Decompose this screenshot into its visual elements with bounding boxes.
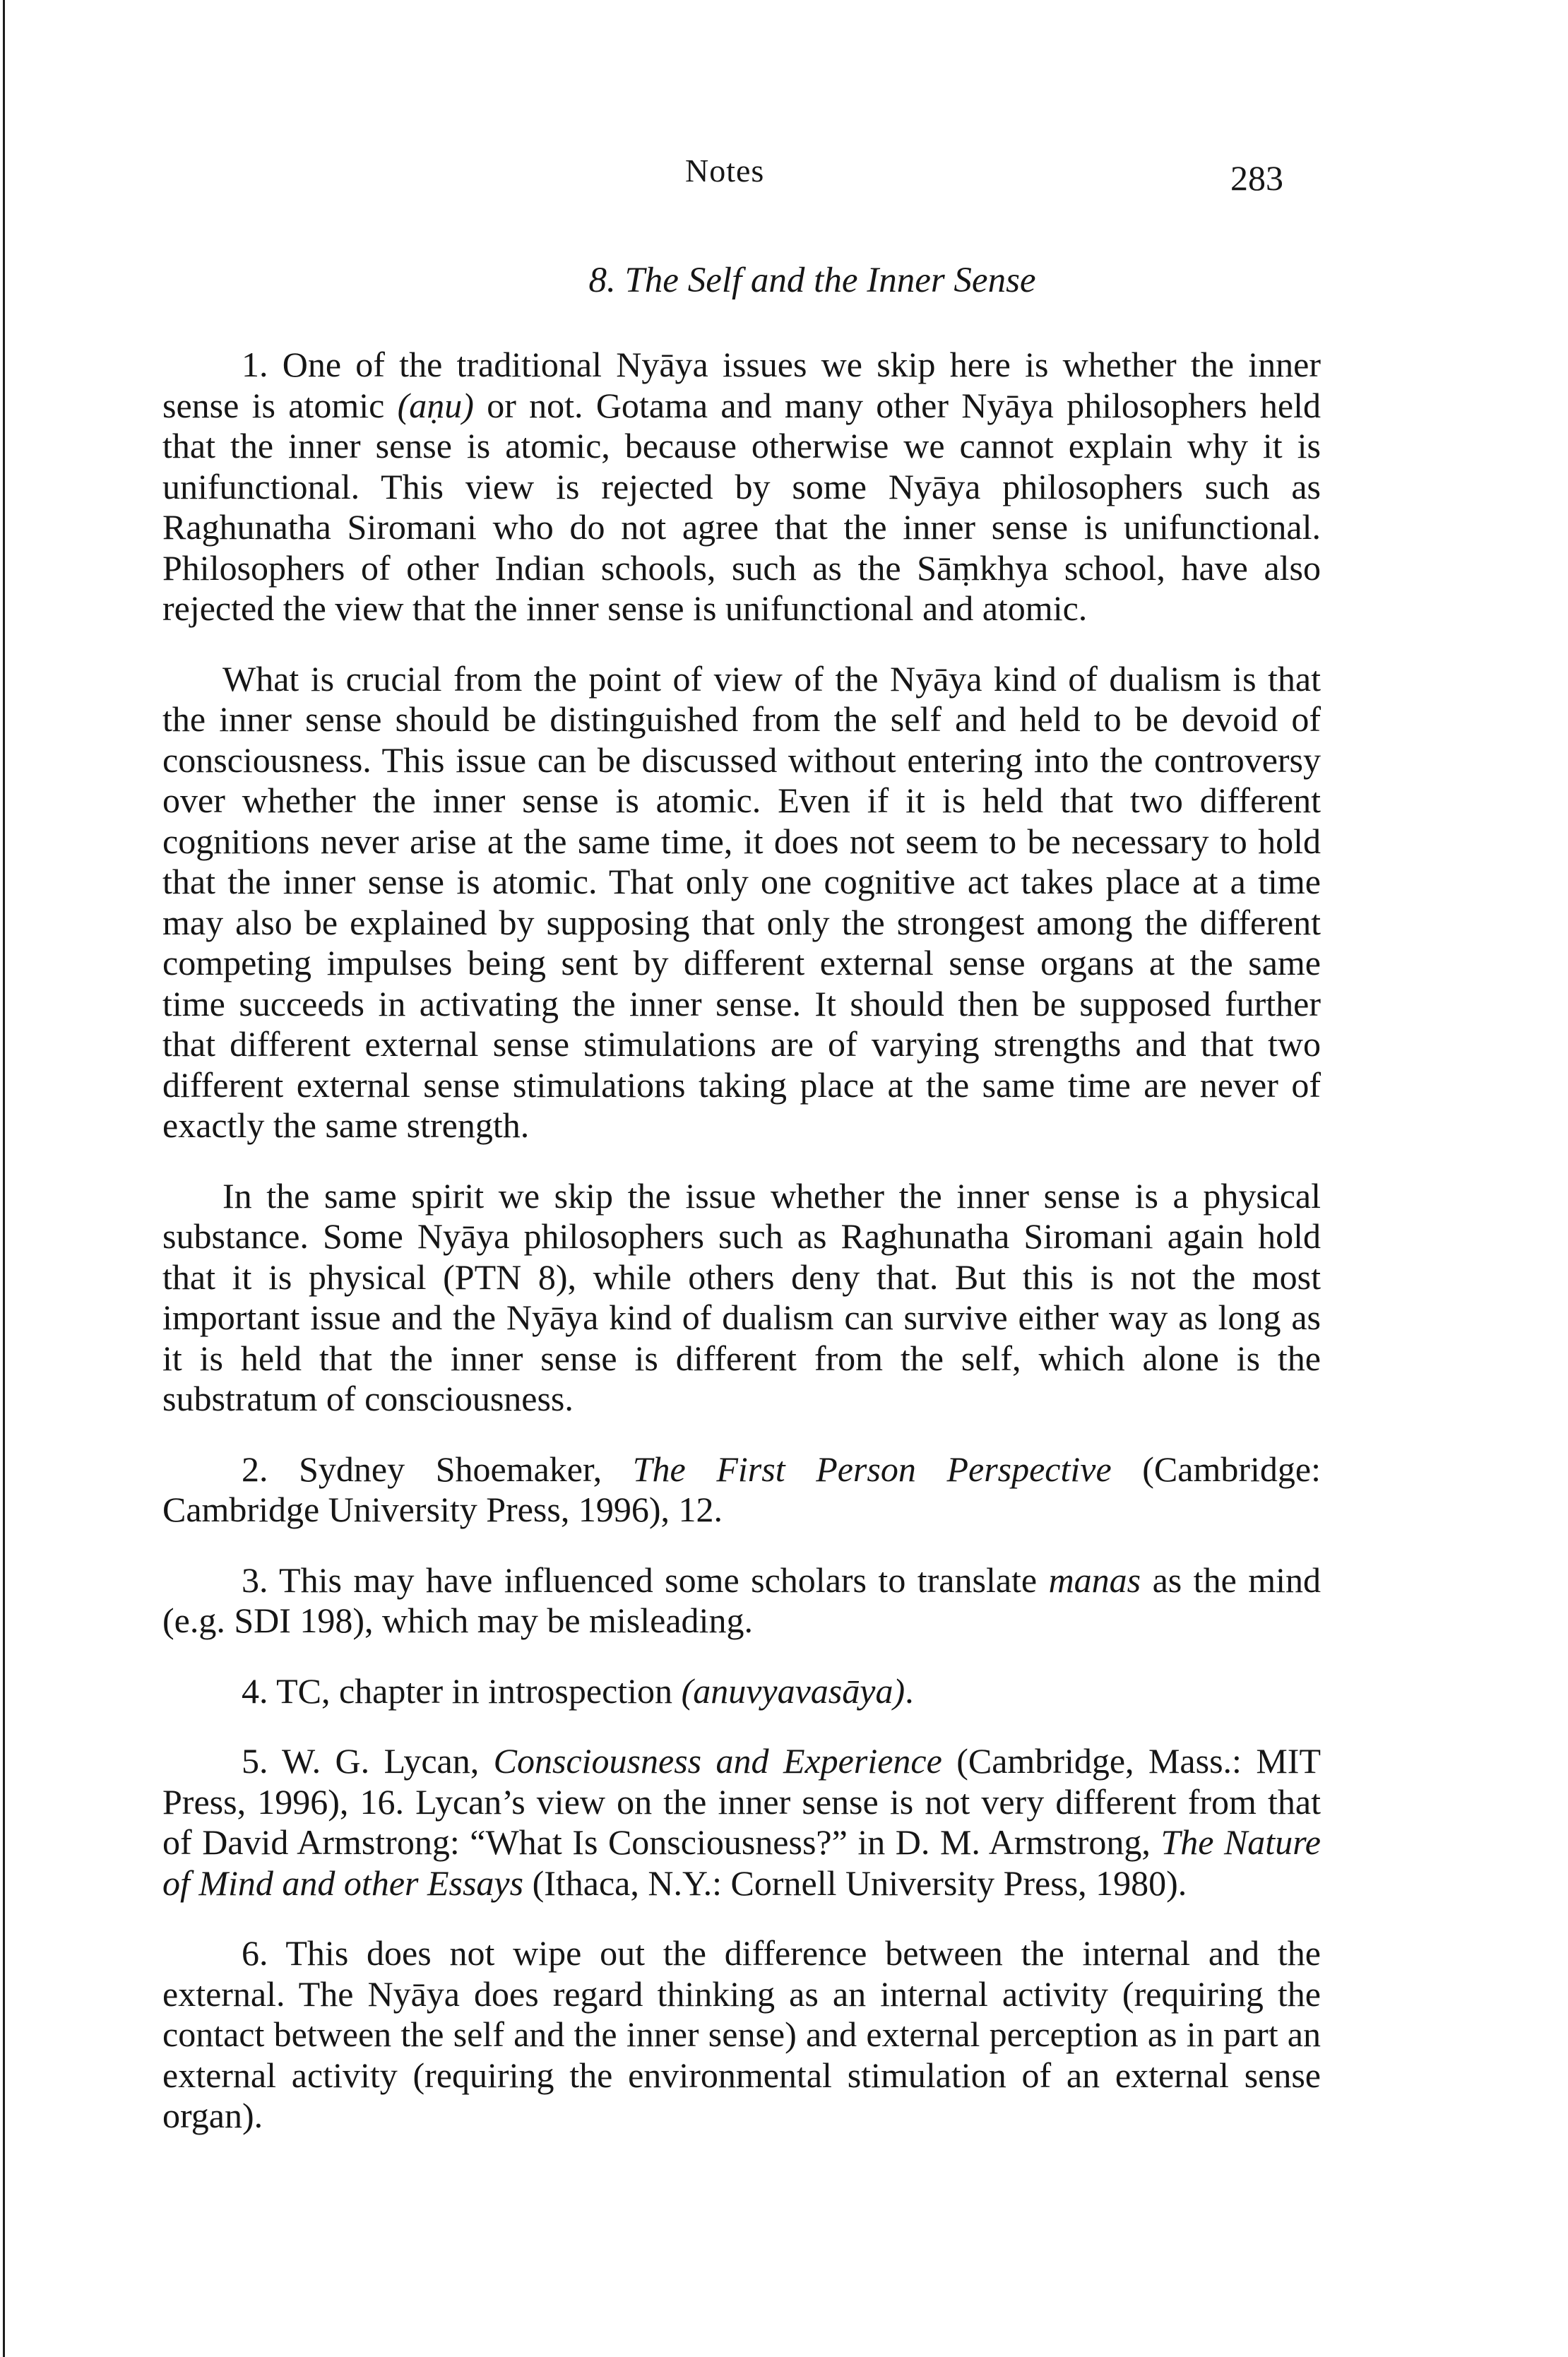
note-4: 4. TC, chapter in introspection (anuvyavasāya). xyxy=(242,1670,914,1711)
scan-edge-line xyxy=(3,0,5,2357)
note-1-continuation-physical-substance: In the same spirit we skip the issue whether the inner sense is a physical substance. Some Nyāya philosophers such as Raghunatha Siromani again hold that it is physical (PTN 8), while others deny that. But this is not the most important issue and the Nyāya kind of dualism can survive either way as long as it is held that the inner sense is different from the self, which alone is the substratum of consciousness. xyxy=(162,1175,1321,1418)
running-head xyxy=(0,145,1568,201)
notes-body xyxy=(162,345,1321,2166)
chapter-title: 8. The Self and the Inner Sense xyxy=(588,261,1036,300)
running-title: Notes xyxy=(685,153,765,189)
note-6: 6. This does not wipe out the difference between the internal and the external. The Nyāya does regard thinking as an internal activity (requiring the contact between the self and the inner sense) and external perception as in part an external activity (requiring the environmental stimulation of an external sense organ). xyxy=(162,1933,1321,2135)
note-1-continuation-consciousness: What is crucial from the point of view of the Nyāya kind of dualism is that the inner sense should be distinguished from the self and held to be devoid of consciousness. This issue can be discussed without entering into the controversy over whether the inner sense is atomic. Even if it is held that two different cognitions never arise at the same time, it does not seem to be necessary to hold that the inner sense is atomic. That only one cognitive act takes place at a time may also be explained by supposing that only the strongest among the different competing impulses being sent by different external sense organs at the same time succeeds in activating the inner sense. It should then be supposed further that different external sense stimulations are of varying strengths and that two different external sense stimulations taking place at the same time are never of exactly the same strength. xyxy=(162,658,1321,1145)
page-number: 283 xyxy=(1230,158,1283,198)
note-5: 5. W. G. Lycan, Consciousness and Experience (Cambridge, Mass.: MIT Press, 1996), 16. Lycan’s view on the inner sense is not very different from that of David Armstrong: “What Is Consciousness?” in D. M. Armstrong, The Nature of Mind and other Essays (Ithaca, N.Y.: Cornell University Press, 1980). xyxy=(162,1741,1321,1903)
note-3: 3. This may have influenced some scholars to translate manas as the mind (e.g. SDI 198), which may be misleading. xyxy=(162,1560,1321,1640)
note-1: 1. One of the traditional Nyāya issues we skip here is whether the inner sense is atomic (aṇu) or not. Gotama and many other Nyāya philosophers held that the inner sense is atomic, because otherwise we cannot explain why it is unifunctional. This view is rejected by some Nyāya philosophers such as Raghunatha Siromani who do not agree that the inner sense is unifunctional. Philosophers of other Indian schools, such as the Sāṃkhya school, have also rejected the view that the inner sense is unifunctional and atomic. xyxy=(162,345,1321,628)
note-2: 2. Sydney Shoemaker, The First Person Perspective (Cambridge: Cambridge University Press, 1996), 12. xyxy=(162,1449,1321,1529)
